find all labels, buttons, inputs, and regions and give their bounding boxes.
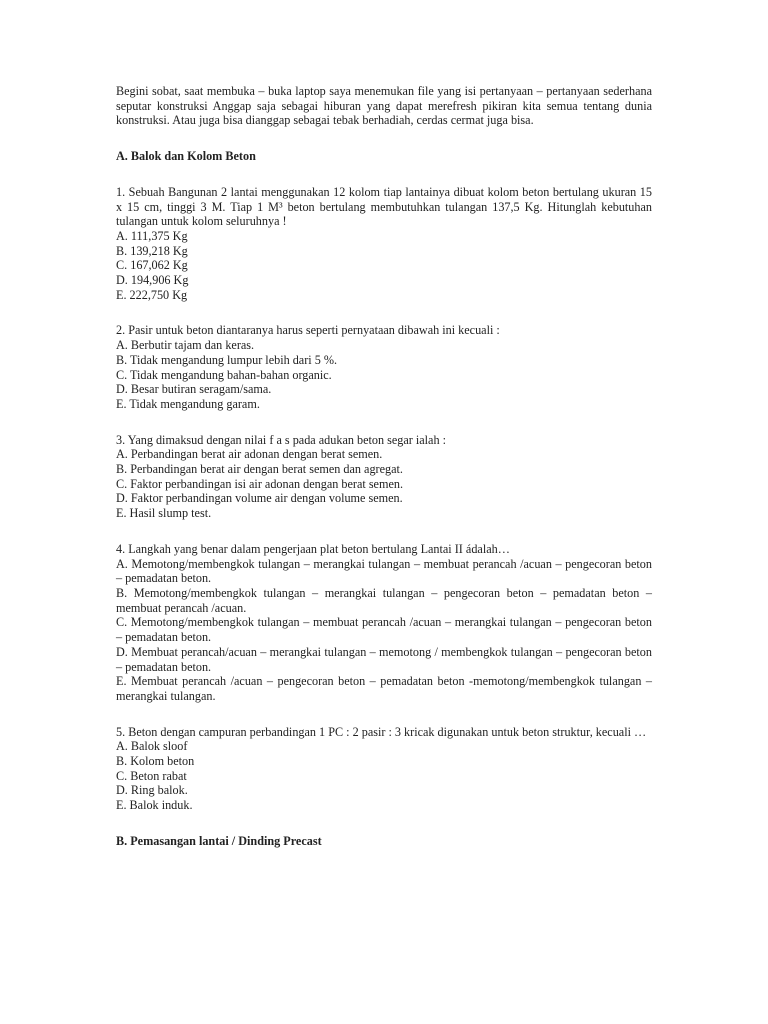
question-text: 2. Pasir untuk beton diantaranya harus seperti pernyataan dibawah ini kecuali : bbox=[116, 323, 500, 338]
question-text: 5. Beton dengan campuran perbandingan 1 PC : 2 pasir : 3 kricak digunakan untuk beton struktur, kecuali … bbox=[116, 724, 647, 739]
question-5 bbox=[116, 725, 652, 813]
section-b bbox=[116, 834, 652, 849]
option-c: C. 167,062 Kg bbox=[116, 258, 188, 273]
section-title: A. Balok dan Kolom Beton bbox=[116, 149, 256, 164]
question-4 bbox=[116, 542, 652, 704]
intro-paragraph: Begini sobat, saat membuka – buka laptop saya menemukan file yang isi pertanyaan – pertanyaan sederhana seputar konstruksi Anggap saja sebagai hiburan yang dapat merefresh pikiran kita semua tentang dunia konstruksi. Atau juga bisa dianggap sebagai tebak berhadiah, cerdas cermat juga bisa. bbox=[116, 84, 652, 128]
question-text: 3. Yang dimaksud dengan nilai f a s pada adukan beton segar ialah : bbox=[116, 432, 446, 447]
option-d: D. 194,906 Kg bbox=[116, 273, 189, 288]
option-c: C. Faktor perbandingan isi air adonan dengan berat semen. bbox=[116, 476, 403, 491]
question-2 bbox=[116, 323, 652, 411]
option-d: D. Membuat perancah/acuan – merangkai tulangan – memotong / membengkok tulangan – pengecoran beton – pemadatan beton. bbox=[116, 644, 652, 674]
option-e: E. Tidak mengandung garam. bbox=[116, 396, 260, 411]
option-a: A. Berbutir tajam dan keras. bbox=[116, 338, 255, 353]
document-page bbox=[116, 84, 652, 870]
option-a: A. Perbandingan berat air adonan dengan berat semen. bbox=[116, 447, 383, 462]
option-c: C. Beton rabat bbox=[116, 768, 187, 783]
option-d: D. Ring balok. bbox=[116, 783, 188, 798]
option-e: E. 222,750 Kg bbox=[116, 287, 188, 302]
option-b: B. 139,218 Kg bbox=[116, 243, 188, 258]
section-title: B. Pemasangan lantai / Dinding Precast bbox=[116, 833, 322, 848]
option-c: C. Memotong/membengkok tulangan – membuat perancah /acuan – merangkai tulangan – pengecoran beton – pemadatan beton. bbox=[116, 615, 652, 645]
question-text: 1. Sebuah Bangunan 2 lantai menggunakan 12 kolom tiap lantainya dibuat kolom beton bertulang ukuran 15 x 15 cm, tinggi 3 M. Tiap 1 M³ beton bertulang membutuhkan tulangan 137,5 Kg. Hitunglah kebutuhan tulangan untuk kolom seluruhnya ! bbox=[116, 184, 652, 229]
option-d: D. Faktor perbandingan volume air dengan volume semen. bbox=[116, 491, 403, 506]
question-3 bbox=[116, 433, 652, 521]
section-a bbox=[116, 149, 652, 813]
option-e: E. Balok induk. bbox=[116, 798, 193, 813]
option-a: A. Balok sloof bbox=[116, 739, 188, 754]
option-b: B. Memotong/membengkok tulangan – merangkai tulangan – pengecoran beton – pemadatan beton – membuat perancah /acuan. bbox=[116, 585, 652, 615]
question-1 bbox=[116, 185, 652, 303]
question-text: 4. Langkah yang benar dalam pengerjaan plat beton bertulang Lantai II ádalah… bbox=[116, 541, 510, 556]
option-a: A. Memotong/membengkok tulangan – merangkai tulangan – membuat perancah /acuan – pengecoran beton – pemadatan beton. bbox=[116, 556, 652, 586]
option-e: E. Hasil slump test. bbox=[116, 506, 212, 521]
option-a: A. 111,375 Kg bbox=[116, 228, 188, 243]
option-e: E. Membuat perancah /acuan – pengecoran beton – pemadatan beton -memotong/membengkok tulangan – merangkai tulangan. bbox=[116, 674, 652, 703]
option-b: B. Perbandingan berat air dengan berat semen dan agregat. bbox=[116, 462, 403, 477]
option-d: D. Besar butiran seragam/sama. bbox=[116, 382, 272, 397]
option-b: B. Kolom beton bbox=[116, 754, 195, 769]
option-b: B. Tidak mengandung lumpur lebih dari 5 %. bbox=[116, 352, 338, 367]
option-c: C. Tidak mengandung bahan-bahan organic. bbox=[116, 367, 332, 382]
